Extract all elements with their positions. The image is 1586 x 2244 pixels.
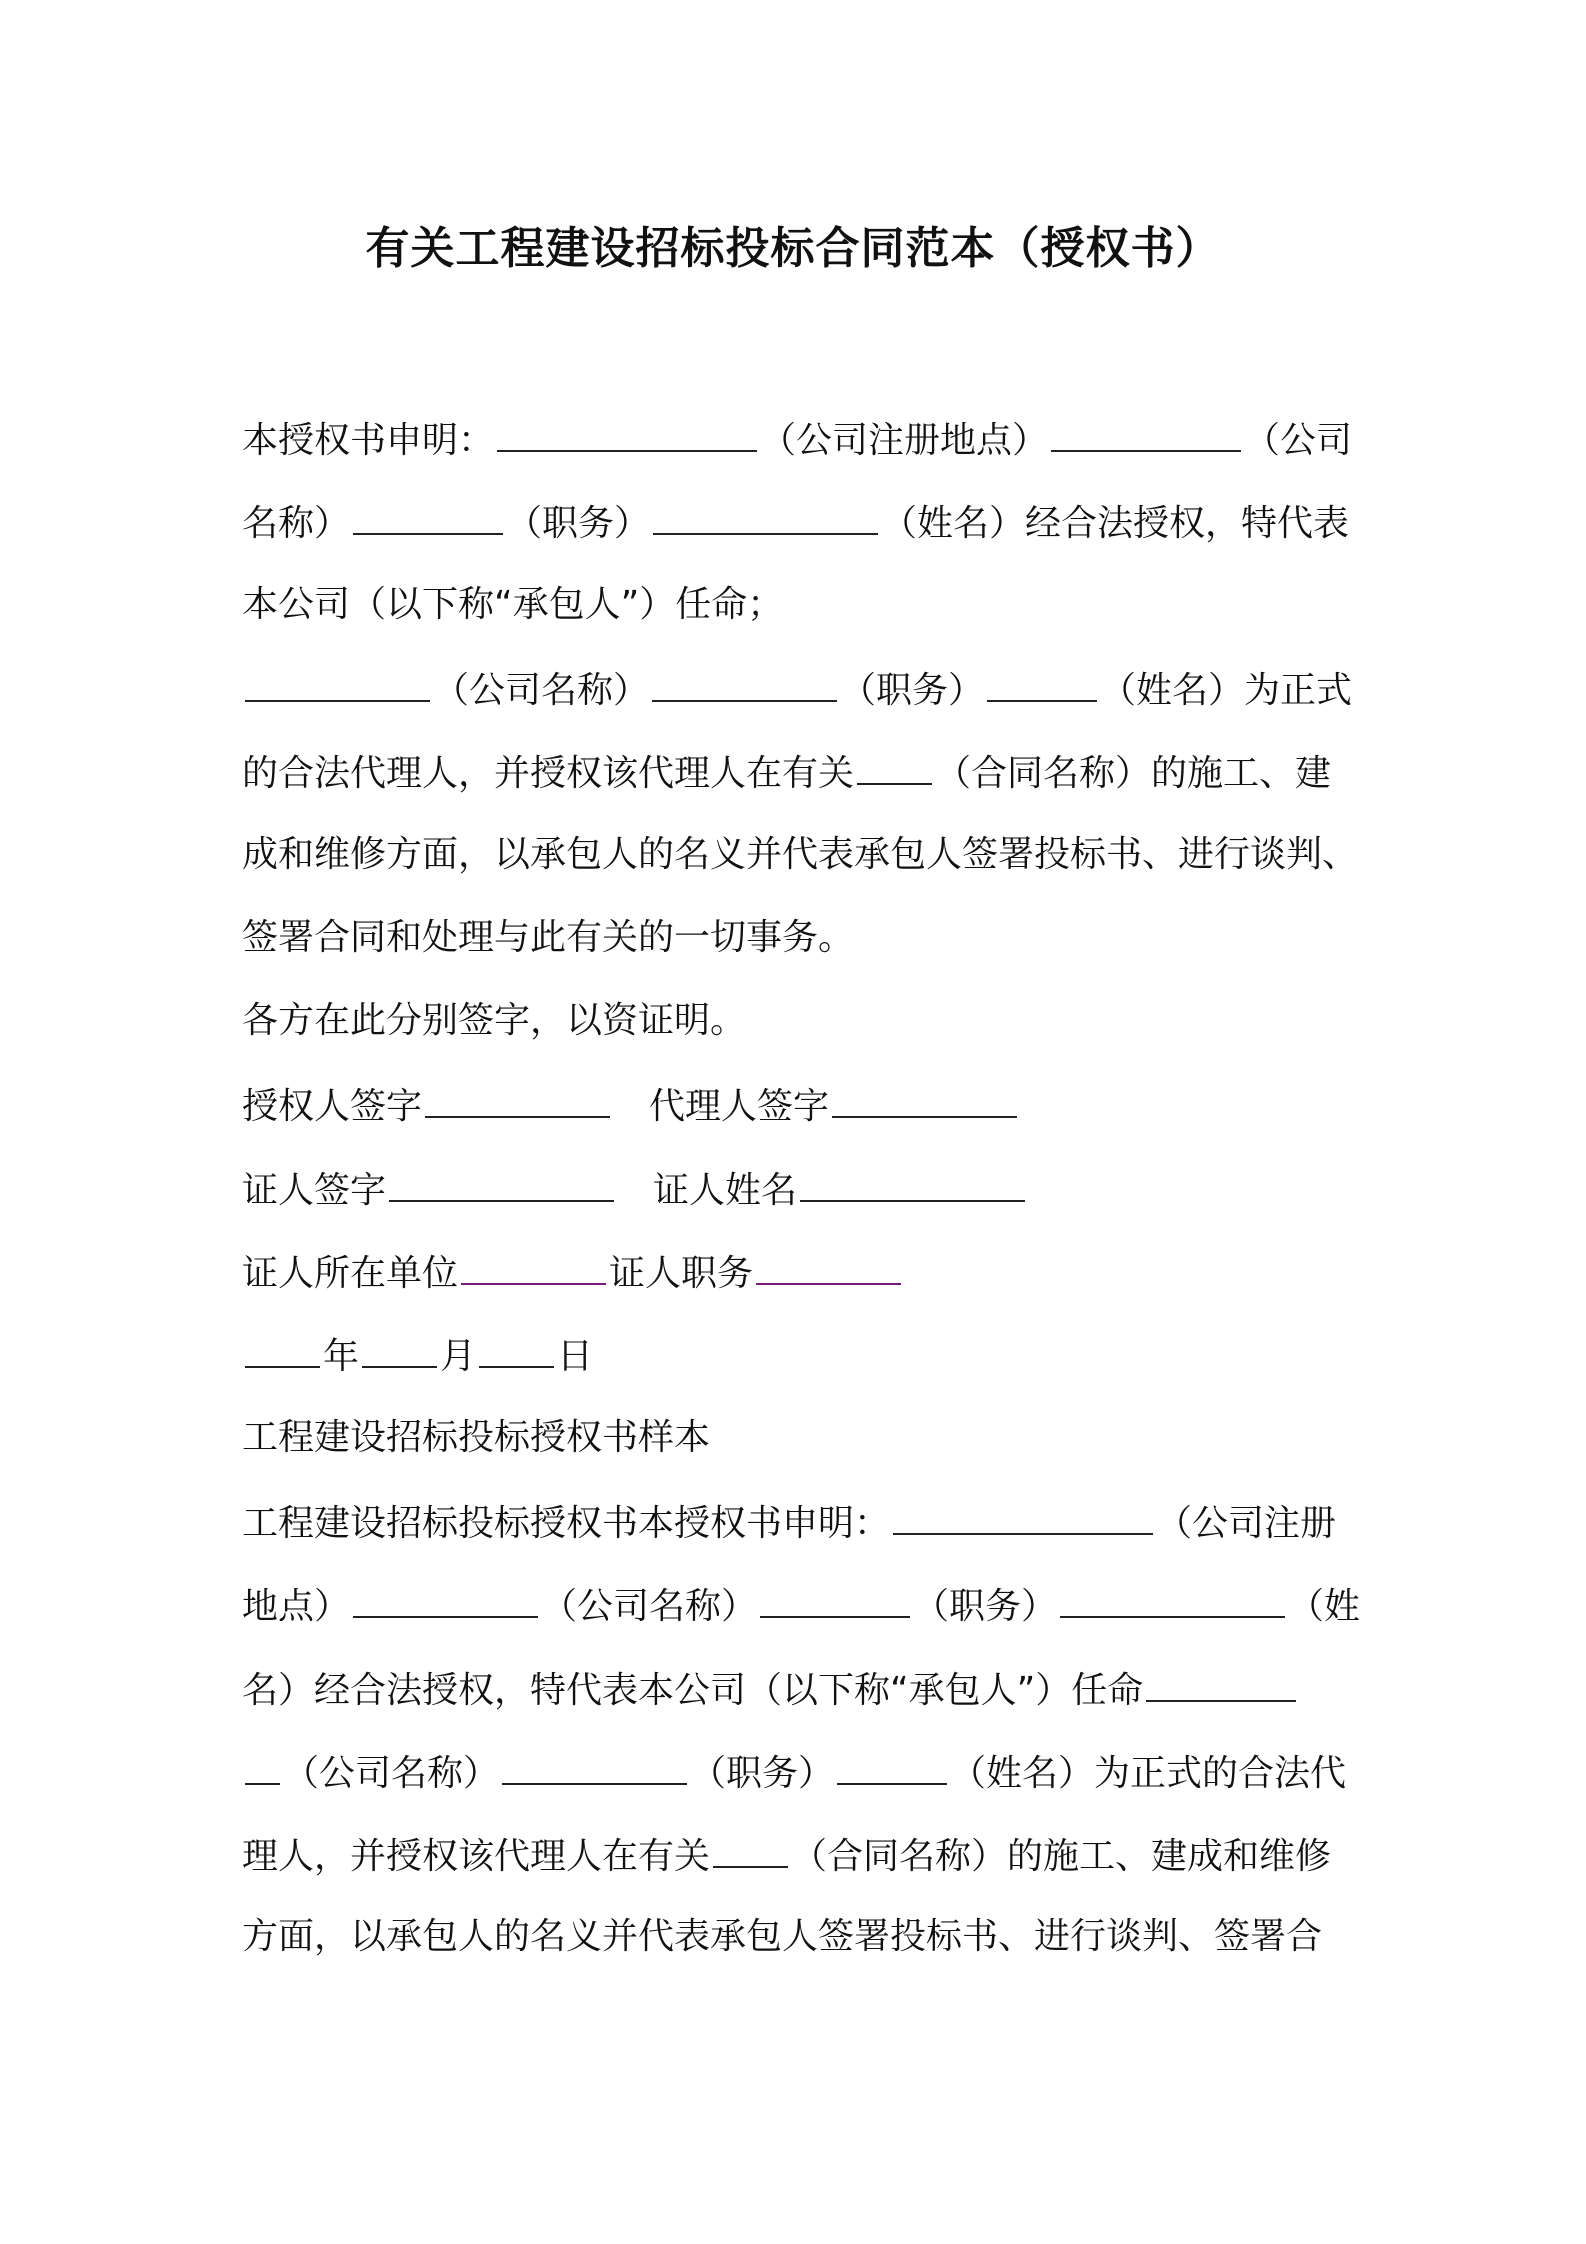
fill-in-blank: [987, 664, 1097, 702]
fill-in-blank: [1060, 1580, 1285, 1618]
fill-in-blank: [760, 1580, 910, 1618]
text-line: [242, 1247, 1362, 1298]
line-text: 成和维修方面，以承包人的名义并代表承包人签署投标书、进行谈判、: [242, 833, 1359, 875]
text-line: [242, 1330, 1362, 1381]
line-text: 月: [440, 1336, 477, 1378]
text-line: [242, 1080, 1362, 1131]
line-text: 的合法代理人，并授权该代理人在有关: [242, 753, 855, 795]
text-line: [242, 1913, 1362, 1961]
line-text: （职务）: [913, 1586, 1058, 1628]
text-line: [242, 997, 1362, 1045]
fill-in-blank: [362, 1330, 437, 1368]
text-line: [242, 414, 1362, 465]
line-text: 授权人签字: [242, 1086, 423, 1128]
line-text: （姓名）为正式: [1100, 669, 1353, 711]
line-text: （公司注册: [1156, 1502, 1337, 1544]
line-text: （合同名称）的施工、建成和维修: [791, 1836, 1332, 1878]
fill-in-blank: [837, 1747, 947, 1785]
text-line: [242, 497, 1362, 548]
line-text: 方面，以承包人的名义并代表承包人签署投标书、进行谈判、签署合: [242, 1916, 1323, 1958]
text-line: [242, 1664, 1362, 1715]
fill-in-blank: [893, 1497, 1153, 1535]
fill-in-blank: [857, 747, 932, 785]
fill-in-blank: [756, 1247, 901, 1285]
line-text: 名）经合法授权，特代表本公司（以下称“承包人”）任命: [242, 1669, 1144, 1711]
line-text: 签署合同和处理与此有关的一切事务。: [242, 916, 855, 958]
line-text: 证人签字: [242, 1169, 387, 1211]
text-line: [242, 747, 1362, 798]
fill-in-blank: [245, 664, 430, 702]
line-text: （姓名）为正式的合法代: [950, 1752, 1347, 1794]
line-text: 名称）: [242, 503, 351, 545]
line-text: 各方在此分别签字，以资证明。: [242, 1000, 747, 1042]
line-text: （公司: [1244, 420, 1353, 461]
line-text: 年: [323, 1336, 360, 1378]
text-line: [242, 1497, 1362, 1548]
line-text: 证人所在单位: [242, 1253, 459, 1294]
fill-in-blank: [497, 414, 757, 452]
line-text: 日: [557, 1336, 594, 1378]
fill-in-blank: [713, 1830, 788, 1868]
fill-in-blank: [461, 1247, 606, 1285]
line-text: （职务）: [506, 503, 651, 545]
text-line: [242, 831, 1362, 879]
line-text: 证人姓名: [617, 1169, 798, 1211]
fill-in-blank: [353, 1580, 538, 1618]
line-text: （公司名称）: [283, 1752, 500, 1794]
line-text: （姓名）经合法授权，特代表: [881, 503, 1350, 545]
fill-in-blank: [653, 497, 878, 535]
line-text: （公司注册地点）: [760, 420, 1049, 461]
line-text: （公司名称）: [433, 669, 650, 711]
fill-in-blank: [245, 1330, 320, 1368]
fill-in-blank: [479, 1330, 554, 1368]
line-text: （公司名称）: [541, 1586, 758, 1628]
fill-in-blank: [800, 1164, 1025, 1202]
line-text: （合同名称）的施工、建: [935, 753, 1332, 795]
fill-in-blank: [389, 1164, 614, 1202]
text-line: [242, 664, 1362, 715]
line-text: 本公司（以下称“承包人”）任命；: [242, 583, 784, 625]
line-text: 地点）: [242, 1586, 351, 1628]
line-text: （职务）: [690, 1752, 835, 1794]
line-text: 理人，并授权该代理人在有关: [242, 1836, 711, 1878]
text-line: [242, 581, 1362, 629]
line-text: （姓: [1288, 1586, 1361, 1628]
fill-in-blank: [425, 1080, 610, 1118]
fill-in-blank: [353, 497, 503, 535]
line-text: 工程建设招标投标授权书样本: [242, 1416, 711, 1458]
fill-in-blank: [502, 1747, 687, 1785]
line-text: 代理人签字: [613, 1086, 830, 1128]
fill-in-blank: [245, 1747, 280, 1785]
line-text: 本授权书申明：: [242, 420, 495, 461]
fill-in-blank: [1051, 414, 1241, 452]
text-line: [242, 1580, 1362, 1631]
line-text: （职务）: [840, 669, 985, 711]
fill-in-blank: [1146, 1664, 1296, 1702]
line-text: 证人职务: [609, 1253, 754, 1294]
text-line: [242, 1164, 1362, 1215]
line-text: 工程建设招标投标授权书本授权书申明：: [242, 1502, 891, 1544]
page-title: 有关工程建设招标投标合同范本（授权书）: [365, 223, 1221, 274]
text-line: [242, 914, 1362, 962]
fill-in-blank: [652, 664, 837, 702]
text-line: [242, 1830, 1362, 1881]
fill-in-blank: [832, 1080, 1017, 1118]
text-line: [242, 1747, 1362, 1798]
text-line: [242, 1414, 1362, 1462]
